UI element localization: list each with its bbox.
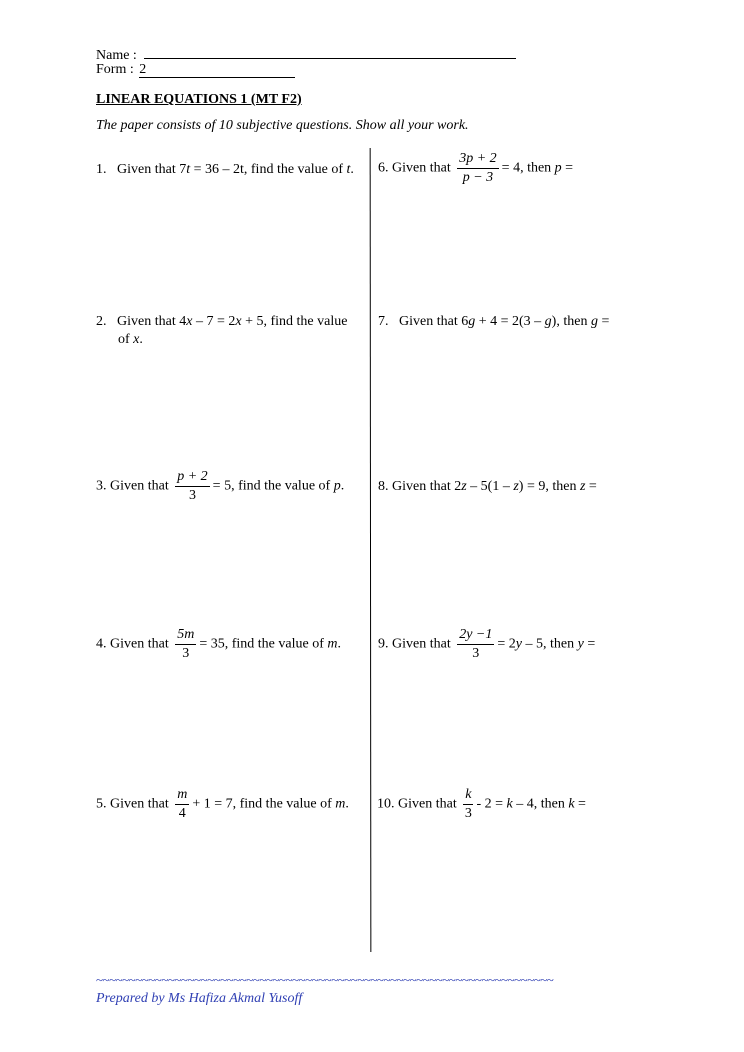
- question-6: 6. Given that $\frac{3p + 2}{p - 3}$ = 4, then p =: [378, 151, 574, 185]
- name-row: [96, 44, 516, 64]
- fraction: $\frac{k}{3}$: [464, 787, 472, 821]
- question-9: 9. Given that $\frac{2y -1}{3}$ = 2y – 5, then y =: [378, 627, 596, 661]
- footer-divider: ~~~~~~~~~~~~~~~~~~~~~~~~~~~~~~~~~~~~~~~~~~~~~~~~~~~~~~~~~~~~~~~~~~~~~~: [96, 972, 554, 987]
- fraction: $\frac{p + 2}{3}$: [177, 469, 208, 503]
- footer-credit: Prepared by Ms Hafiza Akmal Yusoff: [96, 991, 303, 1006]
- question-1: 1. Given that 7t = 36 – 2t, find the value of t.: [96, 162, 354, 177]
- column-divider: [370, 148, 372, 952]
- form-field[interactable]: [139, 63, 295, 78]
- question-3: 3. Given that $\frac{p + 2}{3}$ = 5, find the value of p.: [96, 469, 345, 503]
- question-4: 4. Given that $\frac{5m}{3}$ = 35, find the value of m.: [96, 627, 341, 661]
- name-field[interactable]: [144, 44, 516, 59]
- form-value: 2: [139, 62, 147, 77]
- form-row: [96, 62, 295, 78]
- instructions: The paper consists of 10 subjective questions. Show all your work.: [96, 118, 469, 133]
- question-10: 10. Given that $\frac{k}{3}$ - 2 = k – 4, then k =: [377, 787, 586, 821]
- question-5: 5. Given that $\frac{m}{4}$ + 1 = 7, find the value of m.: [96, 787, 349, 821]
- fraction: $\frac{3p + 2}{p - 3}$: [459, 151, 497, 185]
- form-label: Form :: [96, 62, 134, 77]
- question-7: 7. Given that 6g + 4 = 2(3 – g), then g =: [378, 314, 610, 329]
- question-2-line2: of x.: [118, 332, 143, 347]
- fraction: $\frac{5m}{3}$: [177, 627, 195, 661]
- page-title: LINEAR EQUATIONS 1 (MT F2): [96, 92, 302, 107]
- question-8: 8. Given that 2z – 5(1 – z) = 9, then z =: [378, 479, 597, 494]
- fraction: $\frac{m}{4}$: [177, 787, 188, 821]
- fraction: $\frac{2y -1}{3}$: [459, 627, 493, 661]
- name-label: Name :: [96, 48, 137, 63]
- question-2: 2. Given that 4x – 7 = 2x + 5, find the value: [96, 314, 348, 329]
